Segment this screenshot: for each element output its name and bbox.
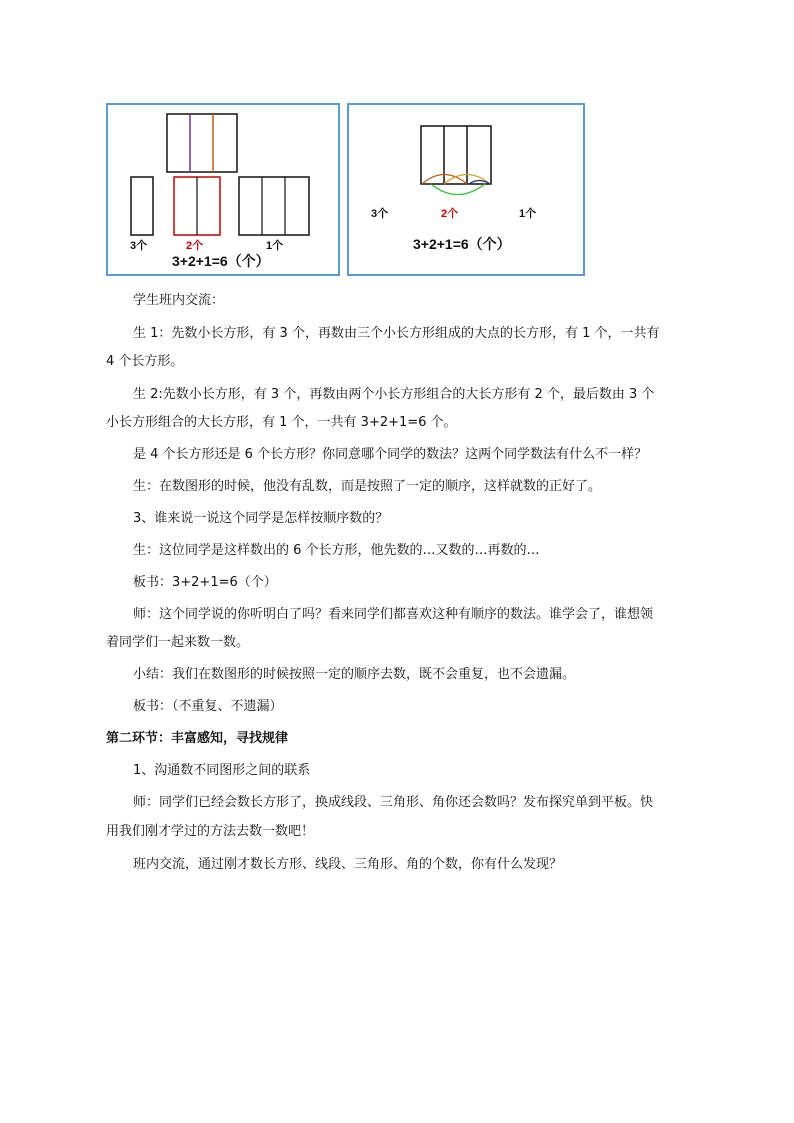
label-three: 3个 <box>371 208 389 220</box>
section-heading: 第二环节：丰富感知，寻找规律 <box>106 731 289 746</box>
paragraph-teacher-line1: 师：这个同学说的你听明白了吗？看来同学们都喜欢这种有顺序的数法。谁学会了，谁想领 <box>133 607 654 622</box>
label-one: 1个 <box>519 208 537 220</box>
paragraph-teacher2-line2: 用我们刚才学过的方法去数一数吧！ <box>106 824 315 839</box>
formula: 3+2+1=6（个） <box>413 236 511 252</box>
three-rectangles <box>421 126 491 184</box>
paragraph-teacher2-line1: 师：同学们已经会数长方形了，换成线段、三角形、角你还会数吗？发布探究单到平板。快 <box>133 795 654 810</box>
label-one: 1个 <box>266 240 284 252</box>
label-two: 2个 <box>186 240 204 252</box>
paragraph-board-note: 板书：（不重复、不遗漏） <box>133 699 283 714</box>
paragraph-item-3: 3、谁来说一说这个同学是怎样按顺序数的？ <box>133 511 389 526</box>
paragraph-student-answer: 生：在数图形的时候，他没有乱数，而是按照了一定的顺序，这样就数的正好了。 <box>133 479 602 494</box>
arc-green <box>431 184 485 195</box>
rectangle-counting-figure-left <box>106 103 340 276</box>
top-three-rectangles <box>167 114 237 172</box>
paragraph-summary: 小结：我们在数图形的时候按照一定的顺序去数，既不会重复，也不会遗漏。 <box>133 667 576 682</box>
rectangle-counting-figure-right <box>347 103 585 276</box>
paragraph-question: 是 4 个长方形还是 6 个长方形？你同意哪个同学的数法？这两个同学数法有什么不一样？ <box>133 447 648 462</box>
label-two: 2个 <box>441 208 459 220</box>
paragraph-teacher-line2: 着同学们一起来数一数。 <box>106 635 250 650</box>
paragraph-student1-line1: 生 1：先数小长方形，有 3 个，再数由三个小长方形组成的大点的长方形，有 1 个，一共有 <box>133 326 660 341</box>
label-three: 3个 <box>130 240 148 252</box>
formula: 3+2+1=6（个） <box>172 253 270 269</box>
paragraph-student1-line2: 4 个长方形。 <box>106 354 184 369</box>
paragraph-board-formula: 板书：3+2+1=6（个） <box>133 575 277 590</box>
paragraph-student-explain: 生：这位同学是这样数出的 6 个长方形，他先数的…又数的…再数的… <box>133 543 540 558</box>
single-rectangle <box>131 177 153 235</box>
three-rectangles-group <box>239 177 309 235</box>
paragraph-class-exchange: 学生班内交流： <box>133 293 225 308</box>
paragraph-class-discovery: 班内交流，通过刚才数长方形、线段、三角形、角的个数，你有什么发现？ <box>133 857 563 872</box>
paragraph-item-1: 1、沟通数不同图形之间的联系 <box>133 763 311 778</box>
paragraph-student2-line2: 小长方形组合的大长方形，有 1 个，一共有 3+2+1=6 个。 <box>106 415 457 430</box>
paragraph-student2-line1: 生 2:先数小长方形，有 3 个，再数由两个小长方形组合的大长方形有 2 个，最后数由 3 个 <box>133 387 655 402</box>
